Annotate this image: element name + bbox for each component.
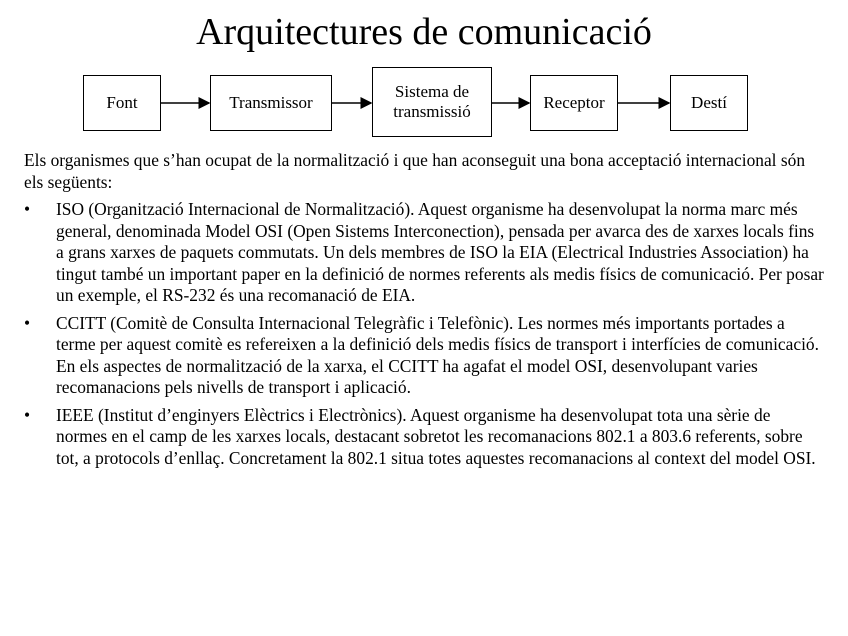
list-item-ieee <box>24 405 824 470</box>
list-item-iso <box>24 199 824 307</box>
box-sistema-line2: transmissió <box>393 102 471 121</box>
slide-body <box>24 150 824 475</box>
slide-title: Arquitectures de comunicació <box>196 11 652 53</box>
box-transmissor: Transmissor <box>210 75 332 131</box>
box-sistema-line1: Sistema de <box>394 82 470 101</box>
list-item-text: ISO (Organització Internacional de Normalització). Aquest organisme ha desenvolupat la norma marc més general, denominada Model OSI (Open Sistems Interconection), pensada per avarca des de xarxes locals fins a grans xarxes de paquets commutats. Un dels membres de ISO la EIA (Electrical Industries Association) ha tingut també un important paper en la definició de normes referents als medis físics de comunicació. Per posar un exemple, el RS-232 és una recomanació de EIA. <box>56 199 824 305</box>
bullet: • <box>24 404 31 425</box>
box-receptor: Receptor <box>530 75 618 131</box>
bullet: • <box>24 312 31 333</box>
flow-arrows <box>0 0 848 150</box>
box-font: Font <box>83 75 161 131</box>
box-desti: Destí <box>670 75 748 131</box>
communication-flow-diagram <box>0 0 848 150</box>
list-item-ccitt <box>24 313 824 399</box>
intro-paragraph: Els organismes que s’han ocupat de la normalització i que han aconseguit una bona acceptació internacional són els següents: <box>24 150 806 192</box>
bullet: • <box>24 199 31 219</box>
list-item-text: CCITT (Comitè de Consulta Internacional Telegràfic i Telefònic). Les normes més importants portades a terme per aquest comitè es refereixen a la definició dels medis físics de transport i interfícies de comunicació. En els aspectes de normalització de la xarxa, el CCITT ha agafat el model OSI, desenvolupant varies recomanacions pels nivells de transport i aplicació. <box>56 312 819 397</box>
list-item-text: IEEE (Institut d’enginyers Elèctrics i Electrònics). Aquest organisme ha desenvolupat tota una sèrie de normes en el camp de les xarxes locals, destacant sobretot les recomanacions 802.1 a 803.6 referents, sobre tot, a protocols d’enllaç. Concretament la 802.1 situa totes aquestes recomanacions al context del model OSI. <box>56 404 816 468</box>
